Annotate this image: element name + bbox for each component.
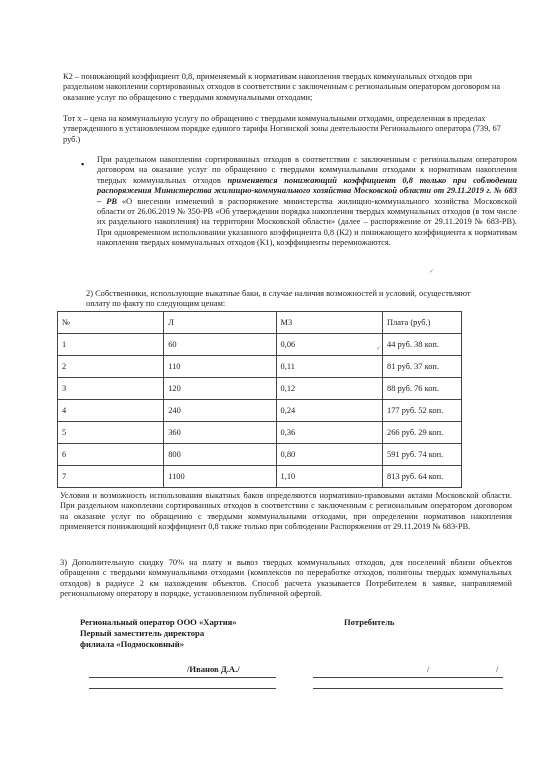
cell-liters: 800 <box>164 444 276 466</box>
cell-price: 44 руб. 38 коп. <box>383 334 462 356</box>
cell-liters: 110 <box>164 356 276 378</box>
cell-m3: 0,11 <box>276 356 382 378</box>
table-row <box>58 378 462 400</box>
operator-signatory-name: /Иванов Д.А./ <box>187 664 240 674</box>
pen-mark: ✓ <box>376 346 382 352</box>
operator-branch: филиала «Подмосковный» <box>80 639 185 649</box>
tot-paragraph: Тот х – цена на коммунальную услугу по обращению с твердыми коммунальными отходами, определенная в пределах утвержденного в установленном порядке единого тарифа Ногинской зоны деятельности Регионального оператора (739, 67 руб.) <box>63 114 501 144</box>
header-m3: М3 <box>276 312 382 334</box>
cell-number: 5 <box>58 422 164 444</box>
paragraph-2: 2) Собственники, использующие выкатные баки, в случае наличия возможностей и условий, осуществляют оплату по факту по следующим ценам: <box>86 289 471 309</box>
cell-price: 81 руб. 37 коп. <box>383 356 462 378</box>
operator-date-line <box>89 688 276 689</box>
cell-number: 6 <box>58 444 164 466</box>
consumer-date-line <box>313 688 503 689</box>
cell-number: 4 <box>58 400 164 422</box>
table-row <box>58 466 462 488</box>
cell-liters: 360 <box>164 422 276 444</box>
table-row <box>58 422 462 444</box>
cell-liters: 1100 <box>164 466 276 488</box>
consumer-signature-title: Потребитель <box>344 617 395 627</box>
cell-m3: 0,80 <box>276 444 382 466</box>
consumer-slash-right: / <box>496 664 499 674</box>
table-row <box>58 356 462 378</box>
cell-number: 3 <box>58 378 164 400</box>
table-row <box>58 444 462 466</box>
cell-number: 1 <box>58 334 164 356</box>
cell-liters: 120 <box>164 378 276 400</box>
header-price: Плата (руб.) <box>383 312 462 334</box>
cell-price: 88 руб. 76 коп. <box>383 378 462 400</box>
consumer-slash-left: / <box>427 664 430 674</box>
operator-signature-block <box>80 617 237 650</box>
pen-mark: ✓ <box>429 269 435 275</box>
operator-name: Региональный оператор ООО «Хартия» <box>80 617 237 627</box>
cell-price: 813 руб. 64 коп. <box>383 466 462 488</box>
cell-m3: 0,06 <box>276 334 382 356</box>
cell-liters: 240 <box>164 400 276 422</box>
cell-m3: 0,24 <box>276 400 382 422</box>
cell-liters: 60 <box>164 334 276 356</box>
conditions-paragraph: Условия и возможность использования выкатных баков определяются нормативно-правовыми актами Московской области. При раздельном накоплении сортированных отходов в соответствии с заключенным с региональным оператором договором на оказание услуг по обращению с твердыми коммунальными отходами, при определении нормативов накопления применяется понижающий коэффициент 0,8 также только при соблюдении Распоряжения от 29.11.2019 № 683-РВ. <box>60 491 512 532</box>
cell-m3: 0,12 <box>276 378 382 400</box>
header-number: № <box>58 312 164 334</box>
cell-m3: 0,36 <box>276 422 382 444</box>
header-liters: Л <box>164 312 276 334</box>
paragraph-3: 3) Дополнительную скидку 70% на плату и вывоз твердых коммунальных отходов, для поселений вблизи объектов обращения с твердыми коммунальными отходами (комплексов по переработке отходов, полигоны твердых коммунальных отходов) в радиусе 2 км нахождения объектов. Способ расчета указывается Потребителем в заявке, направляемой региональному оператору в порядке, установленном публичной офертой. <box>60 558 512 599</box>
bullet-paragraph <box>97 155 517 249</box>
bullet-text-1: При раздельном накоплении сортированных отходов в соответствии с заключенным с региональным оператором договором на оказание услуг по обращению с твердыми коммунальными отходами к нормативам накопления твердых коммунальных отходов <box>97 155 517 185</box>
cell-price: 591 руб. 74 коп. <box>383 444 462 466</box>
bullet-marker: ▪ <box>81 159 85 169</box>
bullet-text-3: «О внесении изменений в распоряжение министерства жилищно-коммунального хозяйства Московской области от 26.06.2019 № 350-РВ «Об утверждении порядка накопления твердых коммунальных отходов (в том числе их раздельного накопления) на территории Московской области» (далее – распоряжение от 29.11.2019 № 683-РВ). При одновременном использовании указанного коэффициента 0,8 (К2) и понижающего коэффициента к нормативам накопления твердых коммунальных отходов (К1), коэффициенты перемножаются. <box>97 196 517 248</box>
table-header-row <box>58 312 462 334</box>
bullet-emphasis: применяется понижающий коэффициент 0,8 только при соблюдении распоряжения Министерства жилищно-коммунального хозяйства Московской области от 29.11.2019 г. № 683 – РВ <box>97 175 518 206</box>
cell-number: 7 <box>58 466 164 488</box>
cell-price: 266 руб. 29 коп. <box>383 422 462 444</box>
k2-paragraph: К2 – понижающий коэффициент 0,8, применяемый к нормативам накопления твердых коммунальных отходов при раздельном накоплении сортированных отходов в соответствии с заключенным с региональным оператором договором на оказание услуг по обращению с твердыми коммунальными отходами; <box>63 72 501 102</box>
cell-m3: 1,10 <box>276 466 382 488</box>
operator-position: Первый заместитель директора <box>80 628 205 638</box>
cell-price: 177 руб. 52 коп. <box>383 400 462 422</box>
consumer-signature-line <box>313 677 503 678</box>
operator-signature-line <box>89 677 276 678</box>
price-table <box>57 311 462 488</box>
table-row <box>58 334 462 356</box>
table-row <box>58 400 462 422</box>
cell-number: 2 <box>58 356 164 378</box>
